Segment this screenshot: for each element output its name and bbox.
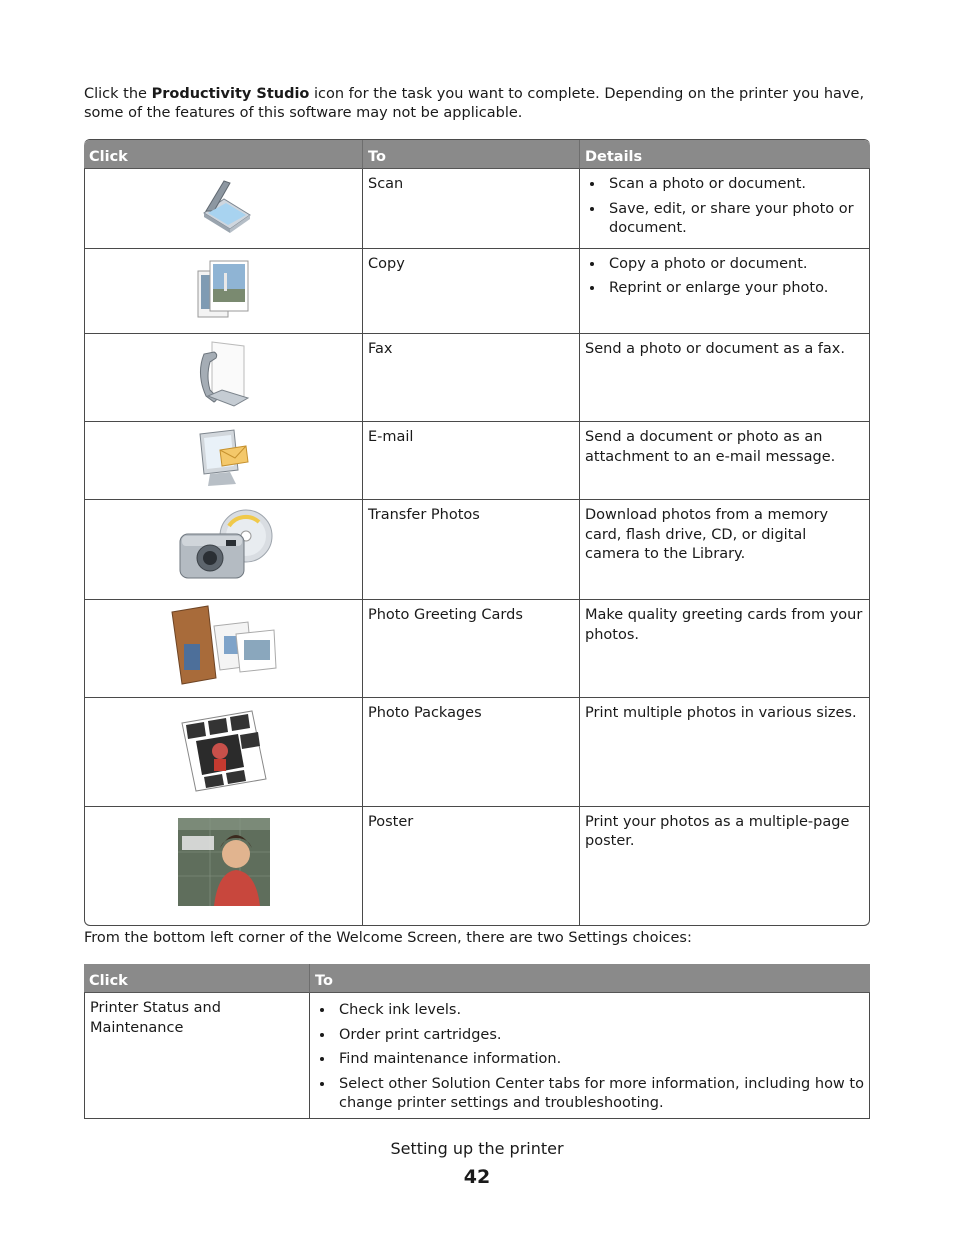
table-row bbox=[84, 600, 870, 698]
scan-details-list bbox=[585, 175, 864, 239]
list-item: • Reprint or enlarge your photo. bbox=[605, 279, 864, 299]
intro-paragraph: Click the Productivity Studio icon for the task you want to complete. Depending on the printer you have, some of the features of this software may not be applicable. bbox=[84, 86, 865, 121]
email-icon[interactable] bbox=[194, 476, 254, 492]
table-row bbox=[84, 500, 870, 600]
table-row bbox=[84, 698, 870, 807]
greeting-cards-details: Make quality greeting cards from your photos. bbox=[580, 600, 870, 698]
list-item: • Check ink levels. bbox=[335, 1001, 864, 1021]
list-item: • Save, edit, or share your photo or document. bbox=[605, 200, 864, 239]
page-number: 42 bbox=[463, 1166, 491, 1188]
to-photo-greeting-cards: Photo Greeting Cards bbox=[363, 600, 580, 698]
productivity-studio-table bbox=[84, 139, 870, 926]
list-item: • Copy a photo or document. bbox=[605, 255, 864, 275]
list-item: • Order print cartridges. bbox=[335, 1026, 864, 1046]
settings-table bbox=[84, 964, 870, 1119]
scanner-icon[interactable] bbox=[194, 223, 254, 239]
table-row bbox=[84, 169, 870, 249]
list-item: • Scan a photo or document. bbox=[605, 175, 864, 195]
poster-icon[interactable] bbox=[174, 896, 274, 912]
transfer-photos-details: Download photos from a memory card, flash drive, CD, or digital camera to the Library. bbox=[580, 500, 870, 600]
email-details: Send a document or photo as an attachment to an e-mail message. bbox=[580, 422, 870, 500]
printer-status-list bbox=[315, 1001, 864, 1114]
greeting-cards-icon[interactable] bbox=[168, 674, 280, 690]
header-to: To bbox=[363, 140, 580, 169]
fax-details: Send a photo or document as a fax. bbox=[580, 334, 870, 422]
table-header-row bbox=[84, 964, 870, 993]
table-row bbox=[84, 249, 870, 335]
list-item: • Select other Solution Center tabs for more information, including how to change printer settings and troubleshooting. bbox=[335, 1075, 864, 1114]
fax-icon[interactable] bbox=[194, 398, 254, 414]
header-to: To bbox=[310, 964, 870, 993]
to-scan: Scan bbox=[363, 169, 580, 249]
productivity-studio-label: Productivity Studio bbox=[151, 86, 310, 102]
copy-details-list bbox=[585, 255, 864, 299]
photo-packages-icon[interactable] bbox=[174, 781, 274, 797]
to-copy: Copy bbox=[363, 249, 580, 335]
to-transfer-photos: Transfer Photos bbox=[363, 500, 580, 600]
footer-section-title: Setting up the printer bbox=[390, 1139, 564, 1158]
to-email: E-mail bbox=[363, 422, 580, 500]
header-click: Click bbox=[84, 140, 363, 169]
table-row bbox=[84, 807, 870, 926]
table-header-row bbox=[84, 140, 870, 169]
table-row bbox=[84, 993, 870, 1119]
camera-cd-icon[interactable] bbox=[174, 574, 274, 590]
settings-intro-text: From the bottom left corner of the Welcome Screen, there are two Settings choices: bbox=[84, 930, 692, 946]
printer-status-maintenance: Printer Status and Maintenance bbox=[84, 993, 310, 1119]
header-details: Details bbox=[580, 140, 870, 169]
photo-packages-details: Print multiple photos in various sizes. bbox=[580, 698, 870, 807]
to-poster: Poster bbox=[363, 807, 580, 926]
header-click: Click bbox=[84, 964, 310, 993]
to-photo-packages: Photo Packages bbox=[363, 698, 580, 807]
table-row bbox=[84, 334, 870, 422]
to-fax: Fax bbox=[363, 334, 580, 422]
list-item: • Find maintenance information. bbox=[335, 1050, 864, 1070]
table-row bbox=[84, 422, 870, 500]
poster-details: Print your photos as a multiple-page poster. bbox=[580, 807, 870, 926]
copy-photos-icon[interactable] bbox=[194, 311, 254, 327]
